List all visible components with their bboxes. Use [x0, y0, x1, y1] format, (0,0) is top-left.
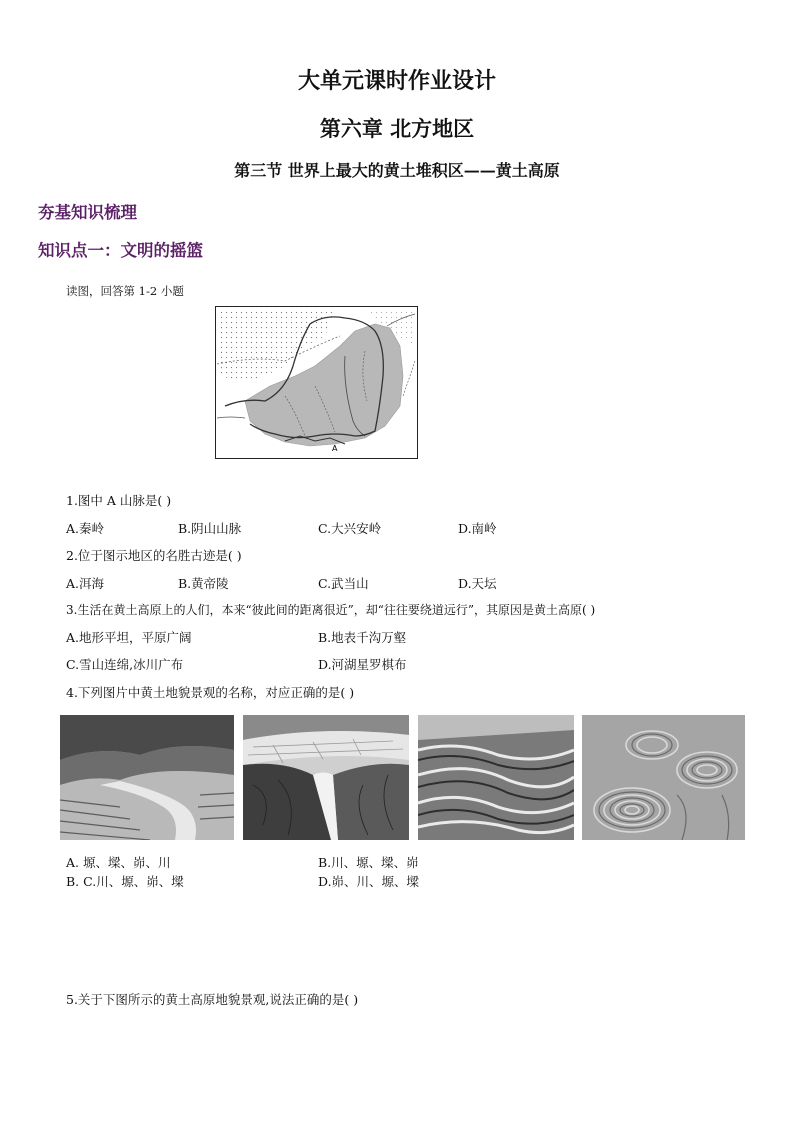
q3-option-a[interactable]: A.地形平坦，平原广阔 — [66, 630, 192, 645]
q1-option-b[interactable]: B.阴山山脉 — [178, 521, 242, 536]
q4-option-a[interactable]: A. 塬、墚、峁、川 — [66, 855, 171, 870]
q2-option-b[interactable]: B.黄帝陵 — [178, 576, 229, 591]
loess-plateau-map — [215, 306, 418, 459]
main-title: 大单元课时作业设计 — [297, 69, 496, 94]
q3-option-c[interactable]: C.雪山连绵,冰川广布 — [66, 657, 184, 672]
map-label-a: A — [332, 444, 338, 453]
q2-option-c[interactable]: C.武当山 — [318, 576, 369, 591]
q3-option-b[interactable]: B.地表千沟万壑 — [318, 630, 407, 645]
landform-photo-4 — [582, 715, 745, 840]
q4-option-b[interactable]: B.川、塬、墚、峁 — [318, 855, 419, 870]
q2-option-d[interactable]: D.天坛 — [458, 576, 497, 591]
section-title: 第三节 世界上最大的黄土堆积区——黄土高原 — [234, 161, 560, 180]
question-5-stem: 5.关于下图所示的黄土高原地貌景观,说法正确的是( ) — [66, 992, 359, 1007]
q1-option-a[interactable]: A.秦岭 — [66, 521, 105, 536]
question-1-stem: 1.图中 A 山脉是( ) — [66, 493, 172, 508]
question-2-stem: 2.位于图示地区的名胜古迹是( ) — [66, 548, 242, 563]
q1-option-d[interactable]: D.南岭 — [458, 521, 497, 536]
landform-photo-1 — [60, 715, 234, 840]
knowledge-point-heading: 知识点一：文明的摇篮 — [38, 241, 203, 260]
landform-photo-2 — [243, 715, 409, 840]
q4-option-d[interactable]: D.峁、川、塬、墚 — [318, 874, 420, 889]
q4-option-c[interactable]: B. C.川、塬、峁、墚 — [66, 874, 184, 889]
q2-option-a[interactable]: A.洱海 — [66, 576, 105, 591]
question-4-stem: 4.下列图片中黄土地貌景观的名称，对应正确的是( ) — [66, 685, 355, 700]
basics-heading: 夯基知识梳理 — [38, 203, 137, 222]
q1-option-c[interactable]: C.大兴安岭 — [318, 521, 382, 536]
chapter-title: 第六章 北方地区 — [319, 117, 475, 141]
q3-option-d[interactable]: D.河湖星罗棋布 — [318, 657, 407, 672]
question-3-stem: 3.生活在黄土高原上的人们，本来“彼此间的距离很近”，却“往往要绕道远行”，其原因是黄土高原( ) — [66, 603, 596, 617]
map-intro: 读图，回答第 1-2 小题 — [66, 284, 184, 298]
landform-photo-3 — [418, 715, 574, 840]
